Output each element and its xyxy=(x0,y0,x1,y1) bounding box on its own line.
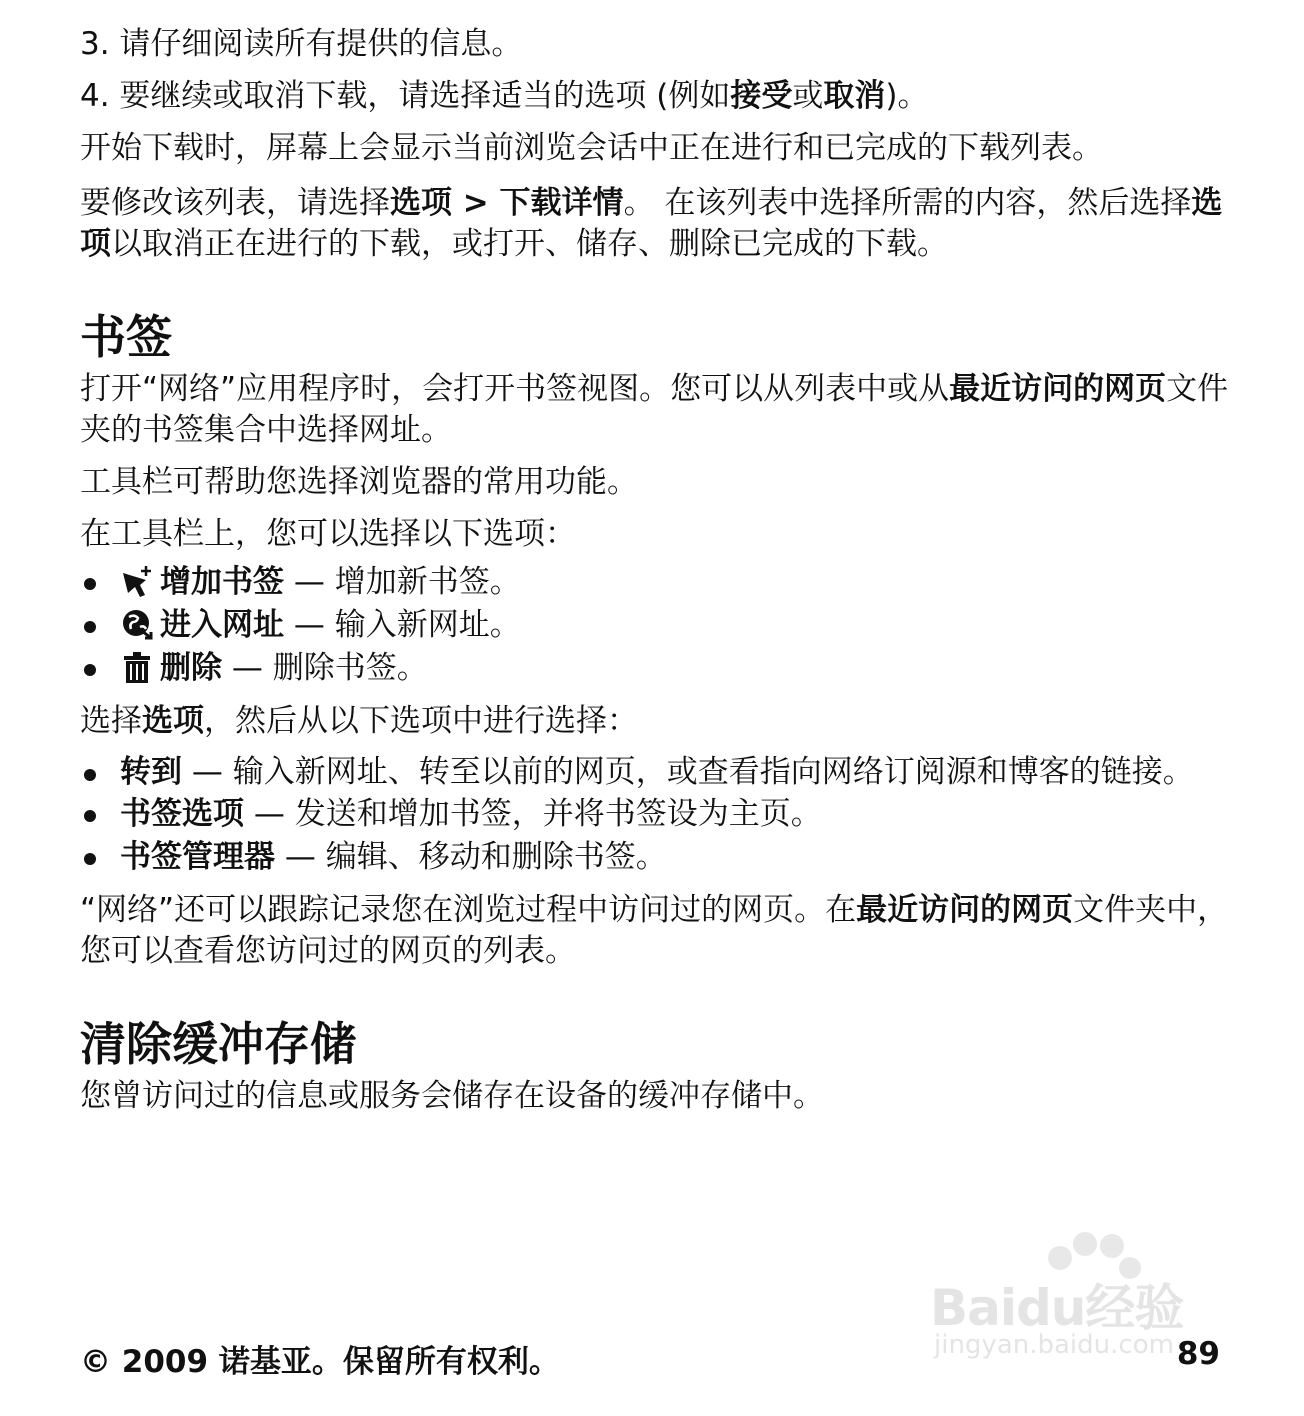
go-to-address-desc: — 输入新网址。 xyxy=(284,607,521,643)
accept-term: 接受 xyxy=(730,78,793,114)
history-end: 文件夹中，您可以查看您访问过的网页的列表。 xyxy=(80,892,1229,969)
toolbar-option-list xyxy=(80,561,1230,690)
history-paragraph xyxy=(80,890,1230,972)
list-item xyxy=(80,647,1230,690)
go-to-web-address-icon xyxy=(120,607,154,641)
bookmark-manager-label: 书签管理器 xyxy=(120,839,275,875)
recent-pages-term: 最近访问的网页 xyxy=(949,371,1167,407)
toolbar-lead: 在工具栏上，您可以选择以下选项： xyxy=(80,516,576,552)
go-to-label: 转到 xyxy=(120,754,182,790)
add-bookmark-label: 增加书签 xyxy=(160,564,284,600)
options-list xyxy=(80,752,1230,879)
step-4-or: 或 xyxy=(792,78,824,114)
options-lead-end: ，然后从以下选项中进行选择： xyxy=(204,703,638,739)
step-4-text: 4. 要继续或取消下载，请选择适当的选项 (例如 xyxy=(80,78,731,114)
options-term-2: 选项 xyxy=(142,703,204,739)
cache-paragraph: 您曾访问过的信息或服务会储存在设备的缓冲存储中。 xyxy=(80,1078,824,1114)
bookmarks-intro-text: 打开“网络”应用程序时，会打开书签视图。您可以从列表中或从 xyxy=(80,371,950,407)
download-details-text: 要修改该列表，请选择 xyxy=(80,185,390,221)
bookmark-manager-desc: — 编辑、移动和删除书签。 xyxy=(275,839,667,875)
delete-desc: — 删除书签。 xyxy=(222,650,428,686)
copyright-footer: © 2009 诺基亚。保留所有权利。 xyxy=(80,1344,560,1380)
list-item xyxy=(80,836,1230,879)
step-4-end: )。 xyxy=(885,78,929,114)
list-item xyxy=(80,561,1230,604)
watermark-brand: Baidu经验 xyxy=(930,1279,1184,1337)
delete-label: 删除 xyxy=(160,650,222,686)
add-bookmark-desc: — 增加新书签。 xyxy=(284,564,521,600)
download-details-mid: 。 在该列表中选择所需的内容，然后选择 xyxy=(623,185,1192,221)
list-item xyxy=(80,793,1230,836)
cancel-term: 取消 xyxy=(823,78,886,114)
bookmarks-intro-end: 文件夹的书签集合中选择网址。 xyxy=(80,371,1229,448)
step-4 xyxy=(80,76,1230,117)
trash-icon xyxy=(120,650,154,684)
list-item xyxy=(80,752,1230,793)
go-to-desc: — 输入新网址、转至以前的网页，或查看指向网络订阅源和博客的链接。 xyxy=(182,754,1194,790)
page-number: 89 xyxy=(1176,1336,1220,1372)
step-3: 3. 请仔细阅读所有提供的信息。 xyxy=(80,26,523,62)
watermark-url: jingyan.baidu.com xyxy=(934,1330,1174,1360)
options-lead-text: 选择 xyxy=(80,703,142,739)
history-text: “网络”还可以跟踪记录您在浏览过程中访问过的网页。在 xyxy=(80,892,857,928)
download-details-end: 以取消正在进行的下载，或打开、储存、删除已完成的下载。 xyxy=(111,226,948,262)
download-list-paragraph: 开始下载时，屏幕上会显示当前浏览会话中正在进行和已完成的下载列表。 xyxy=(80,130,1103,166)
options-term: 选项 xyxy=(80,185,1223,262)
clear-cache-heading: 清除缓冲存储 xyxy=(80,1017,356,1071)
options-lead xyxy=(80,701,1230,742)
download-details-paragraph xyxy=(80,183,1230,265)
options-download-details-term: 选项 > 下载详情 xyxy=(390,185,624,221)
bookmarks-intro xyxy=(80,369,1230,451)
bookmark-options-label: 书签选项 xyxy=(120,796,244,832)
list-item xyxy=(80,604,1230,647)
toolbar-description: 工具栏可帮助您选择浏览器的常用功能。 xyxy=(80,464,638,500)
add-bookmark-icon xyxy=(120,564,154,598)
recent-pages-term-2: 最近访问的网页 xyxy=(856,892,1074,928)
bookmarks-heading: 书签 xyxy=(80,310,172,364)
manual-page xyxy=(80,24,1230,1117)
go-to-address-label: 进入网址 xyxy=(160,607,284,643)
bookmark-options-desc: — 发送和增加书签，并将书签设为主页。 xyxy=(244,796,822,832)
